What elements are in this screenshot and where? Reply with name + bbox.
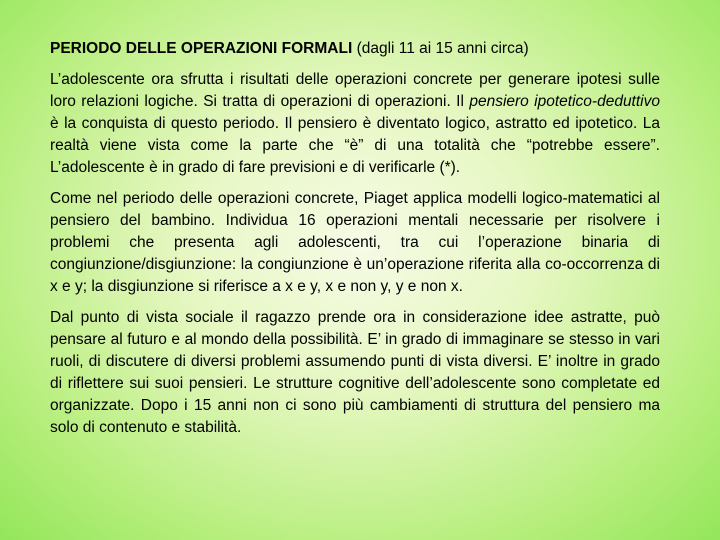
paragraph1-part1: L’adolescente ora sfrutta i risultati delle operazioni concrete per generare ipotesi sulle loro relazioni logiche. Si tratta di operazioni di operazioni. Il [50, 71, 660, 110]
slide-title [50, 38, 660, 60]
paragraph-piaget-logic: Come nel periodo delle operazioni concrete, Piaget applica modelli logico-matematici al pensiero del bambino. Individua 16 operazioni mentali necessarie per risolvere i problemi che presenta agli adolescenti, tra cui l’operazione binaria di congiunzione/disgiunzione: la congiunzione è un’operazione riferita alla co-occorrenza di x e y; la disgiunzione si riferisce a x e y, x e non y, y e non x. [50, 190, 660, 295]
paragraph-formal-operations [50, 69, 660, 179]
slide-content [50, 38, 660, 448]
paragraph1-italic-term: pensiero ipotetico-deduttivo [469, 93, 660, 110]
title-bold: PERIODO DELLE OPERAZIONI FORMALI [50, 40, 353, 57]
paragraph1-part2: è la conquista di questo periodo. Il pensiero è diventato logico, astratto ed ipotetico. La realtà viene vista come la parte che “è” di una totalità che “potrebbe essere”. L’adolescente è in grado di fare previsioni e di verificarle (*). [50, 115, 660, 176]
title-subtitle: (dagli 11 ai 15 anni circa) [352, 40, 529, 57]
paragraph-social-aspects: Dal punto di vista sociale il ragazzo prende ora in considerazione idee astratte, può pensare al futuro e al mondo della possibilità. E’ in grado di immaginare se stesso in vari ruoli, di discutere di diversi problemi assumendo punti di vista diversi. E’ inoltre in grado di riflettere sui suoi pensieri. Le strutture cognitive dell’adolescente sono completate ed organizzate. Dopo i 15 anni non ci sono più cambiamenti di struttura del pensiero ma solo di contenuto e stabilità. [50, 309, 660, 436]
